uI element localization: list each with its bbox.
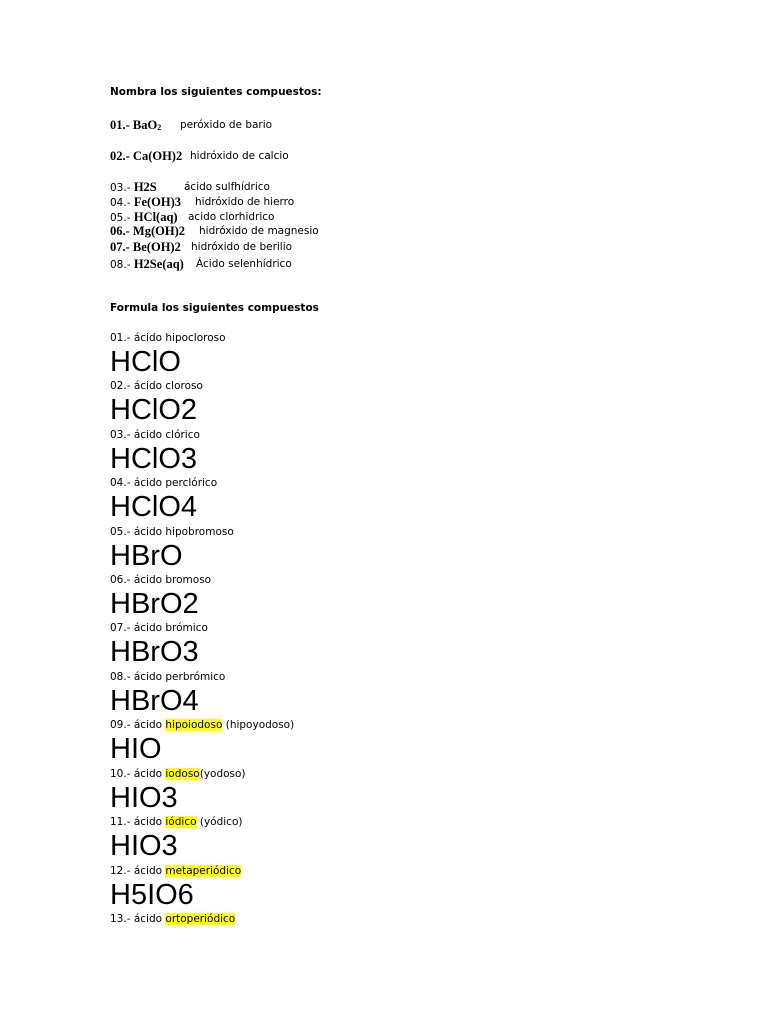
- item-name: Ácido selenhídrico: [196, 258, 292, 270]
- item-number: 03.-: [110, 182, 134, 194]
- answer-formula-05: HBrO: [110, 540, 183, 572]
- item-name: hidróxido de hierro: [195, 196, 295, 208]
- item-name: acido clorhidrico: [188, 211, 275, 223]
- item-number: 05.-: [110, 212, 134, 224]
- question-label-07: 07.- ácido brómico: [110, 622, 208, 634]
- item-number: 07.-: [110, 240, 133, 254]
- answer-formula-02: HClO2: [110, 394, 198, 426]
- question-label-11: 11.- ácido iódico (yódico): [110, 816, 243, 828]
- question-label-02: 02.- ácido cloroso: [110, 380, 203, 392]
- answer-formula-03: HClO3: [110, 443, 198, 475]
- item-number: 06.-: [110, 224, 133, 238]
- item-number: 04.-: [110, 197, 134, 209]
- highlighted-term: iodoso: [165, 768, 200, 780]
- name-item-05: [110, 210, 275, 224]
- answer-formula-01: HClO: [110, 346, 181, 378]
- item-number: 02.-: [110, 149, 133, 163]
- item-number: 01.-: [110, 118, 133, 132]
- name-item-08: [110, 257, 292, 271]
- answer-formula-07: HBrO3: [110, 636, 199, 668]
- item-formula: Mg(OH)2: [132, 224, 185, 238]
- highlighted-term: iódico: [165, 816, 197, 828]
- question-label-09: 09.- ácido hipoiodoso (hipoyodoso): [110, 719, 295, 731]
- answer-formula-12: H5IO6: [110, 879, 194, 911]
- answer-formula-08: HBrO4: [110, 685, 199, 717]
- name-item-03: [110, 180, 270, 194]
- answer-formula-04: HClO4: [110, 491, 198, 523]
- answer-formula-10: HIO3: [110, 782, 178, 814]
- question-label-12: 12.- ácido metaperiódico: [110, 865, 242, 877]
- question-label-06: 06.- ácido bromoso: [110, 574, 212, 586]
- name-item-04: [110, 195, 295, 209]
- item-formula: Ca(OH)2: [132, 149, 183, 163]
- question-label-01: 01.- ácido hipocloroso: [110, 332, 226, 344]
- question-label-03: 03.- ácido clórico: [110, 429, 200, 441]
- question-label-05: 05.- ácido hipobromoso: [110, 526, 234, 538]
- question-label-08: 08.- ácido perbrómico: [110, 671, 226, 683]
- question-label-10: 10.- ácido iodoso(yodoso): [110, 768, 246, 780]
- item-formula: BaO$_2$: [132, 118, 162, 132]
- item-name: hidróxido de magnesio: [199, 225, 319, 237]
- item-formula: Fe(OH)3: [133, 195, 182, 209]
- answer-formula-09: HIO: [110, 733, 162, 765]
- item-formula: HCl(aq): [133, 210, 178, 224]
- name-item-07: [110, 240, 293, 254]
- highlighted-term: hipoiodoso: [165, 719, 223, 731]
- question-label-04: 04.- ácido perclórico: [110, 477, 218, 489]
- answer-formula-06: HBrO2: [110, 588, 199, 620]
- item-name: hidróxido de berilio: [191, 241, 293, 253]
- highlighted-term: metaperiódico: [165, 865, 242, 877]
- item-name: hidróxido de calcio: [190, 150, 289, 162]
- name-item-06: [110, 224, 319, 238]
- item-number: 08.-: [110, 259, 134, 271]
- item-formula: H2S: [133, 180, 157, 194]
- highlighted-term: ortoperiódico: [165, 913, 236, 925]
- section2-heading: Formula los siguientes compuestos: [110, 302, 319, 314]
- name-item-01: [110, 118, 273, 132]
- question-label-13: 13.- ácido ortoperiódico: [110, 913, 236, 925]
- section1-heading: Nombra los siguientes compuestos:: [110, 86, 322, 98]
- item-name: ácido sulfhídrico: [184, 181, 270, 193]
- answer-formula-11: HIO3: [110, 830, 178, 862]
- item-formula: H2Se(aq): [133, 257, 184, 271]
- name-item-02: [110, 149, 289, 163]
- item-formula: Be(OH)2: [132, 240, 181, 254]
- item-name: peróxido de bario: [180, 119, 273, 131]
